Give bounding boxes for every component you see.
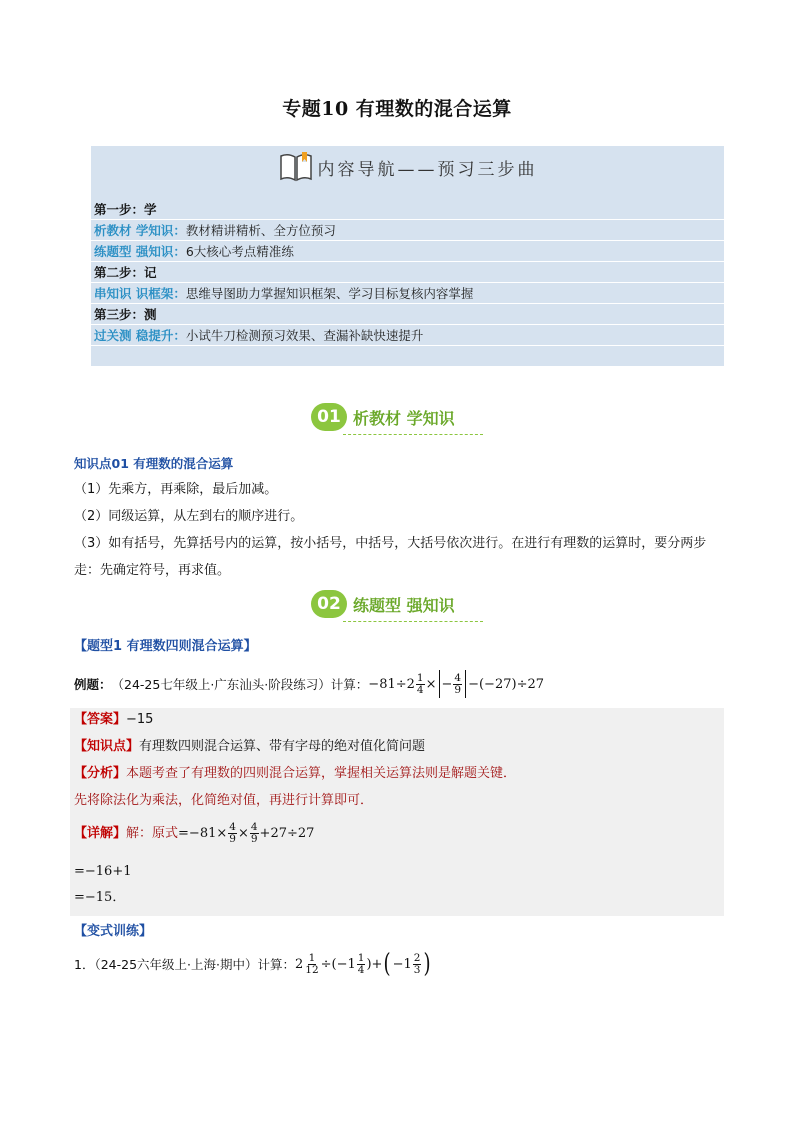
detail-step-3: =−15． xyxy=(74,890,126,905)
nav-step-2: 第二步：记 xyxy=(91,263,724,283)
analysis-line: 【分析】本题考查了有理数的四则混合运算，掌握相关运算法则是解题关键． xyxy=(74,766,517,781)
knowledge-line-2: （2）同级运算，从左到右的顺序进行。 xyxy=(74,509,304,524)
nav-step-1: 第一步：学 xyxy=(91,200,724,220)
knowledge-point-title: 知识点01 有理数的混合运算 xyxy=(74,456,234,471)
exercise-1-lead: 1．（24-25六年级上·上海·期中）计算： xyxy=(74,957,295,972)
section-02-underline xyxy=(343,621,483,622)
answer-line: 【答案】−15 xyxy=(74,712,154,727)
detail-step-2: =−16+1 xyxy=(74,864,132,879)
knowledge-tag-line: 【知识点】有理数四则混合运算、带有字母的绝对值化简问题 xyxy=(74,739,426,754)
example-lead: 例题： xyxy=(74,677,112,692)
exercise-1-expression: 2 $\frac{1}{12}$ ÷(−1 $\frac{1}{4}$ )+ ( −1 $\frac{2}{3}$ ) xyxy=(294,949,432,979)
example-question xyxy=(74,670,544,698)
nav-heading-text: 内容导航——预习三步曲 xyxy=(317,159,538,180)
example-source: （24-25七年级上·广东汕头·阶段练习）计算： xyxy=(111,677,369,692)
knowledge-line-1: （1）先乘方，再乘除，最后加减。 xyxy=(74,482,278,497)
analysis-line-2: 先将除法化为乘法，化简绝对值，再进行计算即可． xyxy=(74,793,374,808)
section-01-label: 析教材 学知识 xyxy=(353,408,455,428)
knowledge-line-3: （3）如有括号，先算括号内的运算，按小括号，中括号，大括号依次进行。在进行有理数的运算时，要分两步 xyxy=(74,536,707,551)
nav-item-learn: 析教材 学知识：教材精讲精析、全方位预习 xyxy=(91,221,724,241)
section-01-badge xyxy=(311,402,455,432)
section-02-badge xyxy=(311,589,455,619)
nav-heading xyxy=(91,146,724,188)
section-02-label: 练题型 强知识 xyxy=(353,595,455,615)
exercise-1 xyxy=(74,950,433,978)
nav-item-framework: 串知识 识框架：思维导图助力掌握知识框架、学习目标复核内容掌握 xyxy=(91,284,724,304)
nav-item-practice: 练题型 强知识：6大核心考点精准练 xyxy=(91,242,724,262)
content-navigation-box xyxy=(91,146,724,366)
section-02-number: 02 xyxy=(311,590,347,618)
nav-step-3: 第三步：测 xyxy=(91,305,724,325)
variant-training-title: 【变式训练】 xyxy=(74,924,153,939)
detail-line: 【详解】 解：原式 =−81× $\frac{4}{9}$ × $\frac{4}{9}$ +27÷27 xyxy=(74,821,315,845)
page-title: 专题10 有理数的混合运算 xyxy=(282,98,512,120)
knowledge-line-4: 走：先确定符号，再求值。 xyxy=(74,563,231,578)
example-expression: −81÷2 $\frac{1}{4}$ × − $\frac{4}{9}$ −(−27)÷27 xyxy=(368,670,544,698)
section-01-underline xyxy=(343,434,483,435)
section-01-number: 01 xyxy=(311,403,347,431)
question-type-title: 【题型1 有理数四则混合运算】 xyxy=(74,639,257,654)
book-icon xyxy=(278,150,314,184)
nav-item-test: 过关测 稳提升：小试牛刀检测预习效果、查漏补缺快速提升 xyxy=(91,326,724,346)
